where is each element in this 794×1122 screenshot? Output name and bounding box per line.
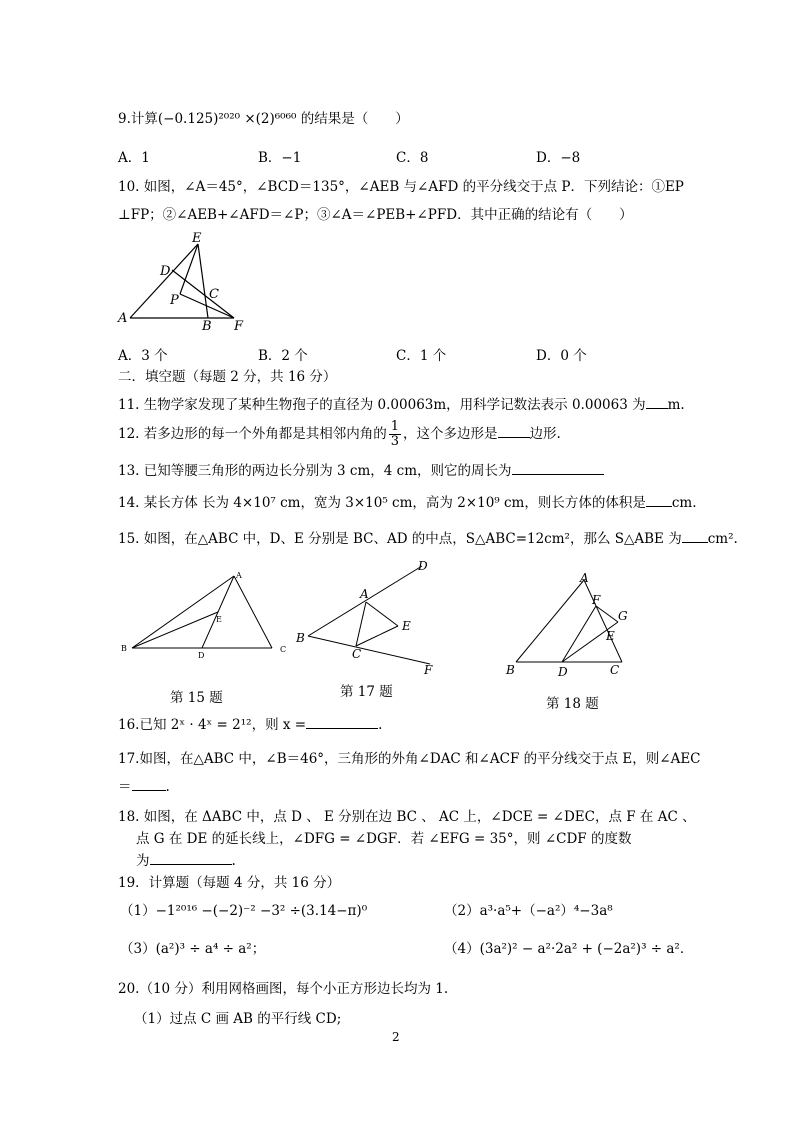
fig17-label-c: C bbox=[352, 647, 362, 661]
q13-line bbox=[118, 462, 604, 480]
q16-post: . bbox=[378, 717, 383, 733]
q12-post: ，这个多边形是 bbox=[403, 426, 498, 442]
fig18-label-f: F bbox=[592, 593, 601, 607]
q12-fraction-numerator: 1 bbox=[390, 419, 400, 434]
fig15-label-c: C bbox=[280, 645, 287, 654]
q10-option-d: D．0 个 bbox=[536, 348, 587, 364]
fig10-label-e: E bbox=[192, 232, 202, 246]
q10-line2: ⊥FP；②∠AEB+∠AFD＝∠P；③∠A＝∠PEB+∠PFD．其中正确的结论有（ ） bbox=[118, 207, 633, 223]
q10-line1: 10. 如图，∠A＝45°，∠BCD＝135°，∠AEB 与∠AFD 的平分线交于点 P．下列结论：①EP bbox=[118, 179, 684, 195]
q14-text: 14. 某长方体 长为 4×10⁷ cm，宽为 3×10⁵ cm，高为 2×10⁹ cm，则长方体的体积是 bbox=[118, 495, 646, 511]
fig10-label-p: P bbox=[170, 293, 179, 308]
fig15-label-e: E bbox=[216, 615, 222, 624]
q10-option-c: C．1 个 bbox=[396, 348, 447, 364]
fig15-label-b: B bbox=[121, 644, 127, 653]
q10-option-b: B．2 个 bbox=[258, 348, 308, 364]
figure-17-caption: 第 17 题 bbox=[340, 684, 393, 700]
fig17-label-f: F bbox=[424, 663, 433, 676]
q15-text: 15. 如图，在△ABC 中，D、E 分别是 BC、AD 的中点，S△ABC=12cm²，那么 S△ABE 为 bbox=[118, 531, 682, 547]
fig10-label-a: A bbox=[118, 311, 128, 326]
q15-unit: cm². bbox=[707, 531, 738, 547]
q9-option-d: D．−8 bbox=[536, 150, 581, 166]
fig18-label-c: C bbox=[610, 663, 620, 677]
section-2-heading: 二．填空题（每题 2 分，共 16 分） bbox=[118, 369, 337, 385]
q18-answer-blank[interactable] bbox=[150, 864, 232, 865]
fig18-label-b: B bbox=[506, 663, 515, 677]
page-number: 2 bbox=[392, 1030, 400, 1044]
fig18-label-e: E bbox=[606, 629, 615, 643]
fig10-label-d: D bbox=[160, 264, 171, 279]
fig17-label-d: D bbox=[418, 559, 428, 573]
figure-17 bbox=[294, 556, 444, 676]
q9-suffix: 的结果是（ ） bbox=[296, 111, 409, 127]
q13-text: 13. 已知等腰三角形的两边长分别为 3 cm，4 cm，则它的周长为 bbox=[118, 463, 512, 479]
q16-text: 16.已知 2ˣ · 4ˣ = 2¹²，则 x = bbox=[118, 717, 307, 733]
q16-line bbox=[118, 716, 382, 734]
q17-line1: 17.如图，在△ABC 中，∠B＝46°，三角形的外角∠DAC 和∠ACF 的平分线交于点 E，则∠AEC bbox=[118, 751, 701, 767]
q9-line bbox=[118, 110, 409, 128]
figure-18-caption: 第 18 题 bbox=[546, 696, 599, 712]
q19-part1: （1）−1²⁰¹⁶ −(−2)⁻² −3² ÷(3.14−π)⁰ bbox=[120, 903, 368, 919]
q11-unit: m. bbox=[667, 397, 685, 413]
fig17-label-a: A bbox=[360, 587, 369, 601]
q10-figure bbox=[112, 232, 262, 332]
fig18-label-d: D bbox=[558, 665, 568, 679]
q19-title: 19．计算题（每题 4 分，共 16 分） bbox=[118, 875, 341, 891]
q18-line2: 点 G 在 DE 的延长线上，∠DFG = ∠DGF．若 ∠EFG = 35°，则 ∠CDF 的度数 bbox=[136, 831, 632, 847]
q17-equals: ＝ bbox=[118, 779, 132, 795]
q12-answer-blank[interactable] bbox=[498, 437, 530, 438]
q18-post: . bbox=[231, 853, 236, 869]
q12-pre: 12. 若多边形的每一个外角都是其相邻内角的 bbox=[118, 426, 387, 442]
q19-part4: （4）(3a²)² − a²·2a² + (−2a²)³ ÷ a²． bbox=[444, 941, 694, 957]
q17-post: . bbox=[165, 779, 170, 795]
q12-tail: 边形. bbox=[529, 426, 561, 442]
q20-title: 20.（10 分）利用网格画图，每个小正方形边长均为 1. bbox=[118, 981, 449, 997]
q12-fraction-denominator: 3 bbox=[390, 434, 400, 449]
q15-answer-blank[interactable] bbox=[682, 542, 708, 543]
q14-unit: cm. bbox=[671, 495, 697, 511]
q17-line2 bbox=[118, 778, 170, 796]
q16-answer-blank[interactable] bbox=[306, 728, 378, 729]
q13-answer-blank[interactable] bbox=[512, 474, 604, 475]
q12-fraction bbox=[389, 420, 401, 449]
fig10-label-b: B bbox=[202, 319, 212, 332]
q20-part1: （1）过点 C 画 AB 的平行线 CD; bbox=[134, 1011, 342, 1027]
q19-part3: （3）(a²)³ ÷ a⁴ ÷ a²； bbox=[120, 941, 266, 957]
q11-answer-blank[interactable] bbox=[646, 408, 668, 409]
fig17-label-b: B bbox=[296, 631, 305, 645]
q11-text: 11. 生物学家发现了某种生物孢子的直径为 0.00063m，用科学记数法表示 0.00063 为 bbox=[118, 397, 646, 413]
q17-answer-blank[interactable] bbox=[132, 790, 166, 791]
q18-line1: 18. 如图，在 ΔABC 中，点 D 、 E 分别在边 BC 、 AC 上，∠DCE = ∠DEC，点 F 在 AC 、 bbox=[118, 809, 696, 825]
figure-15 bbox=[118, 568, 298, 658]
q9-option-c: C．8 bbox=[396, 150, 429, 166]
q15-line bbox=[118, 530, 738, 548]
q9-prefix: 9.计算 bbox=[118, 111, 158, 127]
fig18-label-a: A bbox=[580, 572, 589, 585]
q18-line3 bbox=[136, 852, 236, 870]
q9-option-a: A．1 bbox=[118, 150, 150, 166]
q14-answer-blank[interactable] bbox=[646, 506, 672, 507]
q12-line bbox=[118, 420, 561, 449]
q18-wei: 为 bbox=[136, 853, 150, 869]
q14-line bbox=[118, 494, 697, 512]
fig15-label-d: D bbox=[198, 651, 205, 658]
figure-15-caption: 第 15 题 bbox=[170, 690, 223, 706]
q9-expression: (−0.125)²⁰²⁰ ×(2)⁶⁰⁶⁰ bbox=[157, 111, 297, 127]
q9-option-b: B．−1 bbox=[258, 150, 302, 166]
figure-18 bbox=[500, 572, 640, 680]
fig10-label-c: C bbox=[209, 287, 219, 302]
fig18-label-g: G bbox=[618, 609, 628, 623]
fig15-label-a: A bbox=[236, 571, 242, 580]
q10-option-a: A．3 个 bbox=[118, 348, 168, 364]
q19-part2: （2）a³·a⁵+（−a²）⁴−3a⁸ bbox=[444, 903, 613, 919]
fig17-label-e: E bbox=[402, 619, 411, 633]
fig10-label-f: F bbox=[234, 319, 244, 332]
q11-line bbox=[118, 396, 685, 414]
